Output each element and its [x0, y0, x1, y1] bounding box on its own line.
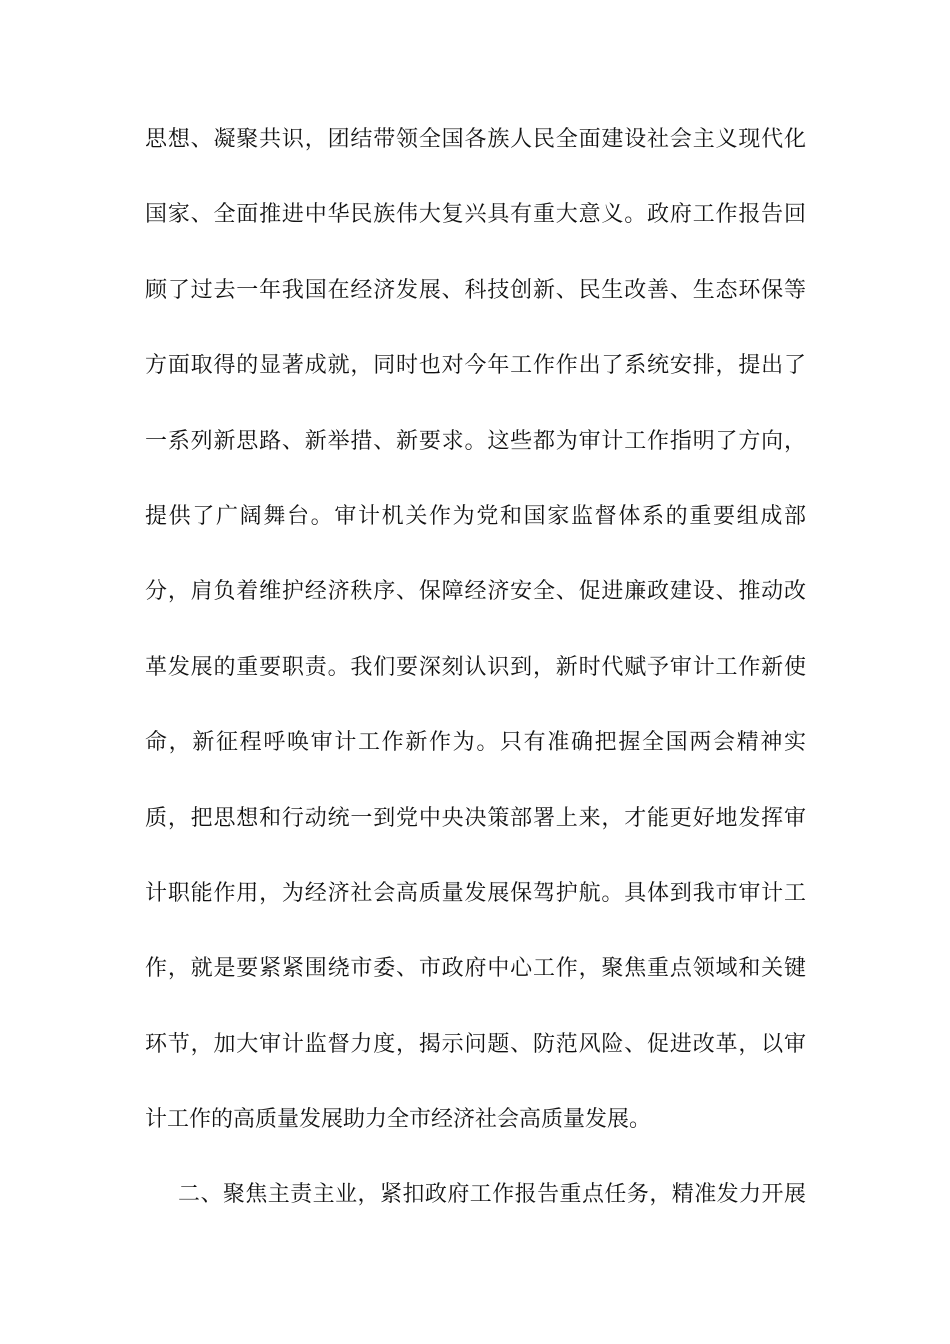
paragraph-line: 计职能作用，为经济社会高质量发展保驾护航。具体到我市审计工: [145, 880, 806, 906]
paragraph-line: 思想、凝聚共识，团结带领全国各族人民全面建设社会主义现代化: [145, 127, 806, 152]
paragraph-line: 顾了过去一年我国在经济发展、科技创新、民生改善、生态环保等: [145, 277, 806, 303]
paragraph-line: 方面取得的显著成就，同时也对今年工作作出了系统安排，提出了: [145, 353, 806, 379]
paragraph-line: 分，肩负着维护经济秩序、保障经济安全、促进廉政建设、推动改: [145, 579, 806, 605]
paragraph-line: 计工作的高质量发展助力全市经济社会高质量发展。: [145, 1107, 652, 1133]
paragraph-line: 质，把思想和行动统一到党中央决策部署上来，才能更好地发挥审: [145, 805, 806, 831]
paragraph-line: 作，就是要紧紧围绕市委、市政府中心工作，聚焦重点领域和关键: [145, 956, 806, 982]
document-page: [145, 102, 806, 1233]
paragraph-line: 国家、全面推进中华民族伟大复兴具有重大意义。政府工作报告回: [145, 202, 806, 228]
paragraph-line: 提供了广阔舞台。审计机关作为党和国家监督体系的重要组成部: [145, 503, 806, 529]
paragraph-line: 环节，加大审计监督力度，揭示问题、防范风险、促进改革，以审: [145, 1031, 806, 1057]
paragraph-line: 革发展的重要职责。我们要深刻认识到，新时代赋予审计工作新使: [145, 654, 806, 680]
section-heading: 二、聚焦主责主业，紧扣政府工作报告重点任务，精准发力开展: [178, 1182, 806, 1208]
paragraph-line: 一系列新思路、新举措、新要求。这些都为审计工作指明了方向，: [145, 428, 806, 454]
paragraph-line: 命，新征程呼唤审计工作新作为。只有准确把握全国两会精神实: [145, 730, 806, 756]
